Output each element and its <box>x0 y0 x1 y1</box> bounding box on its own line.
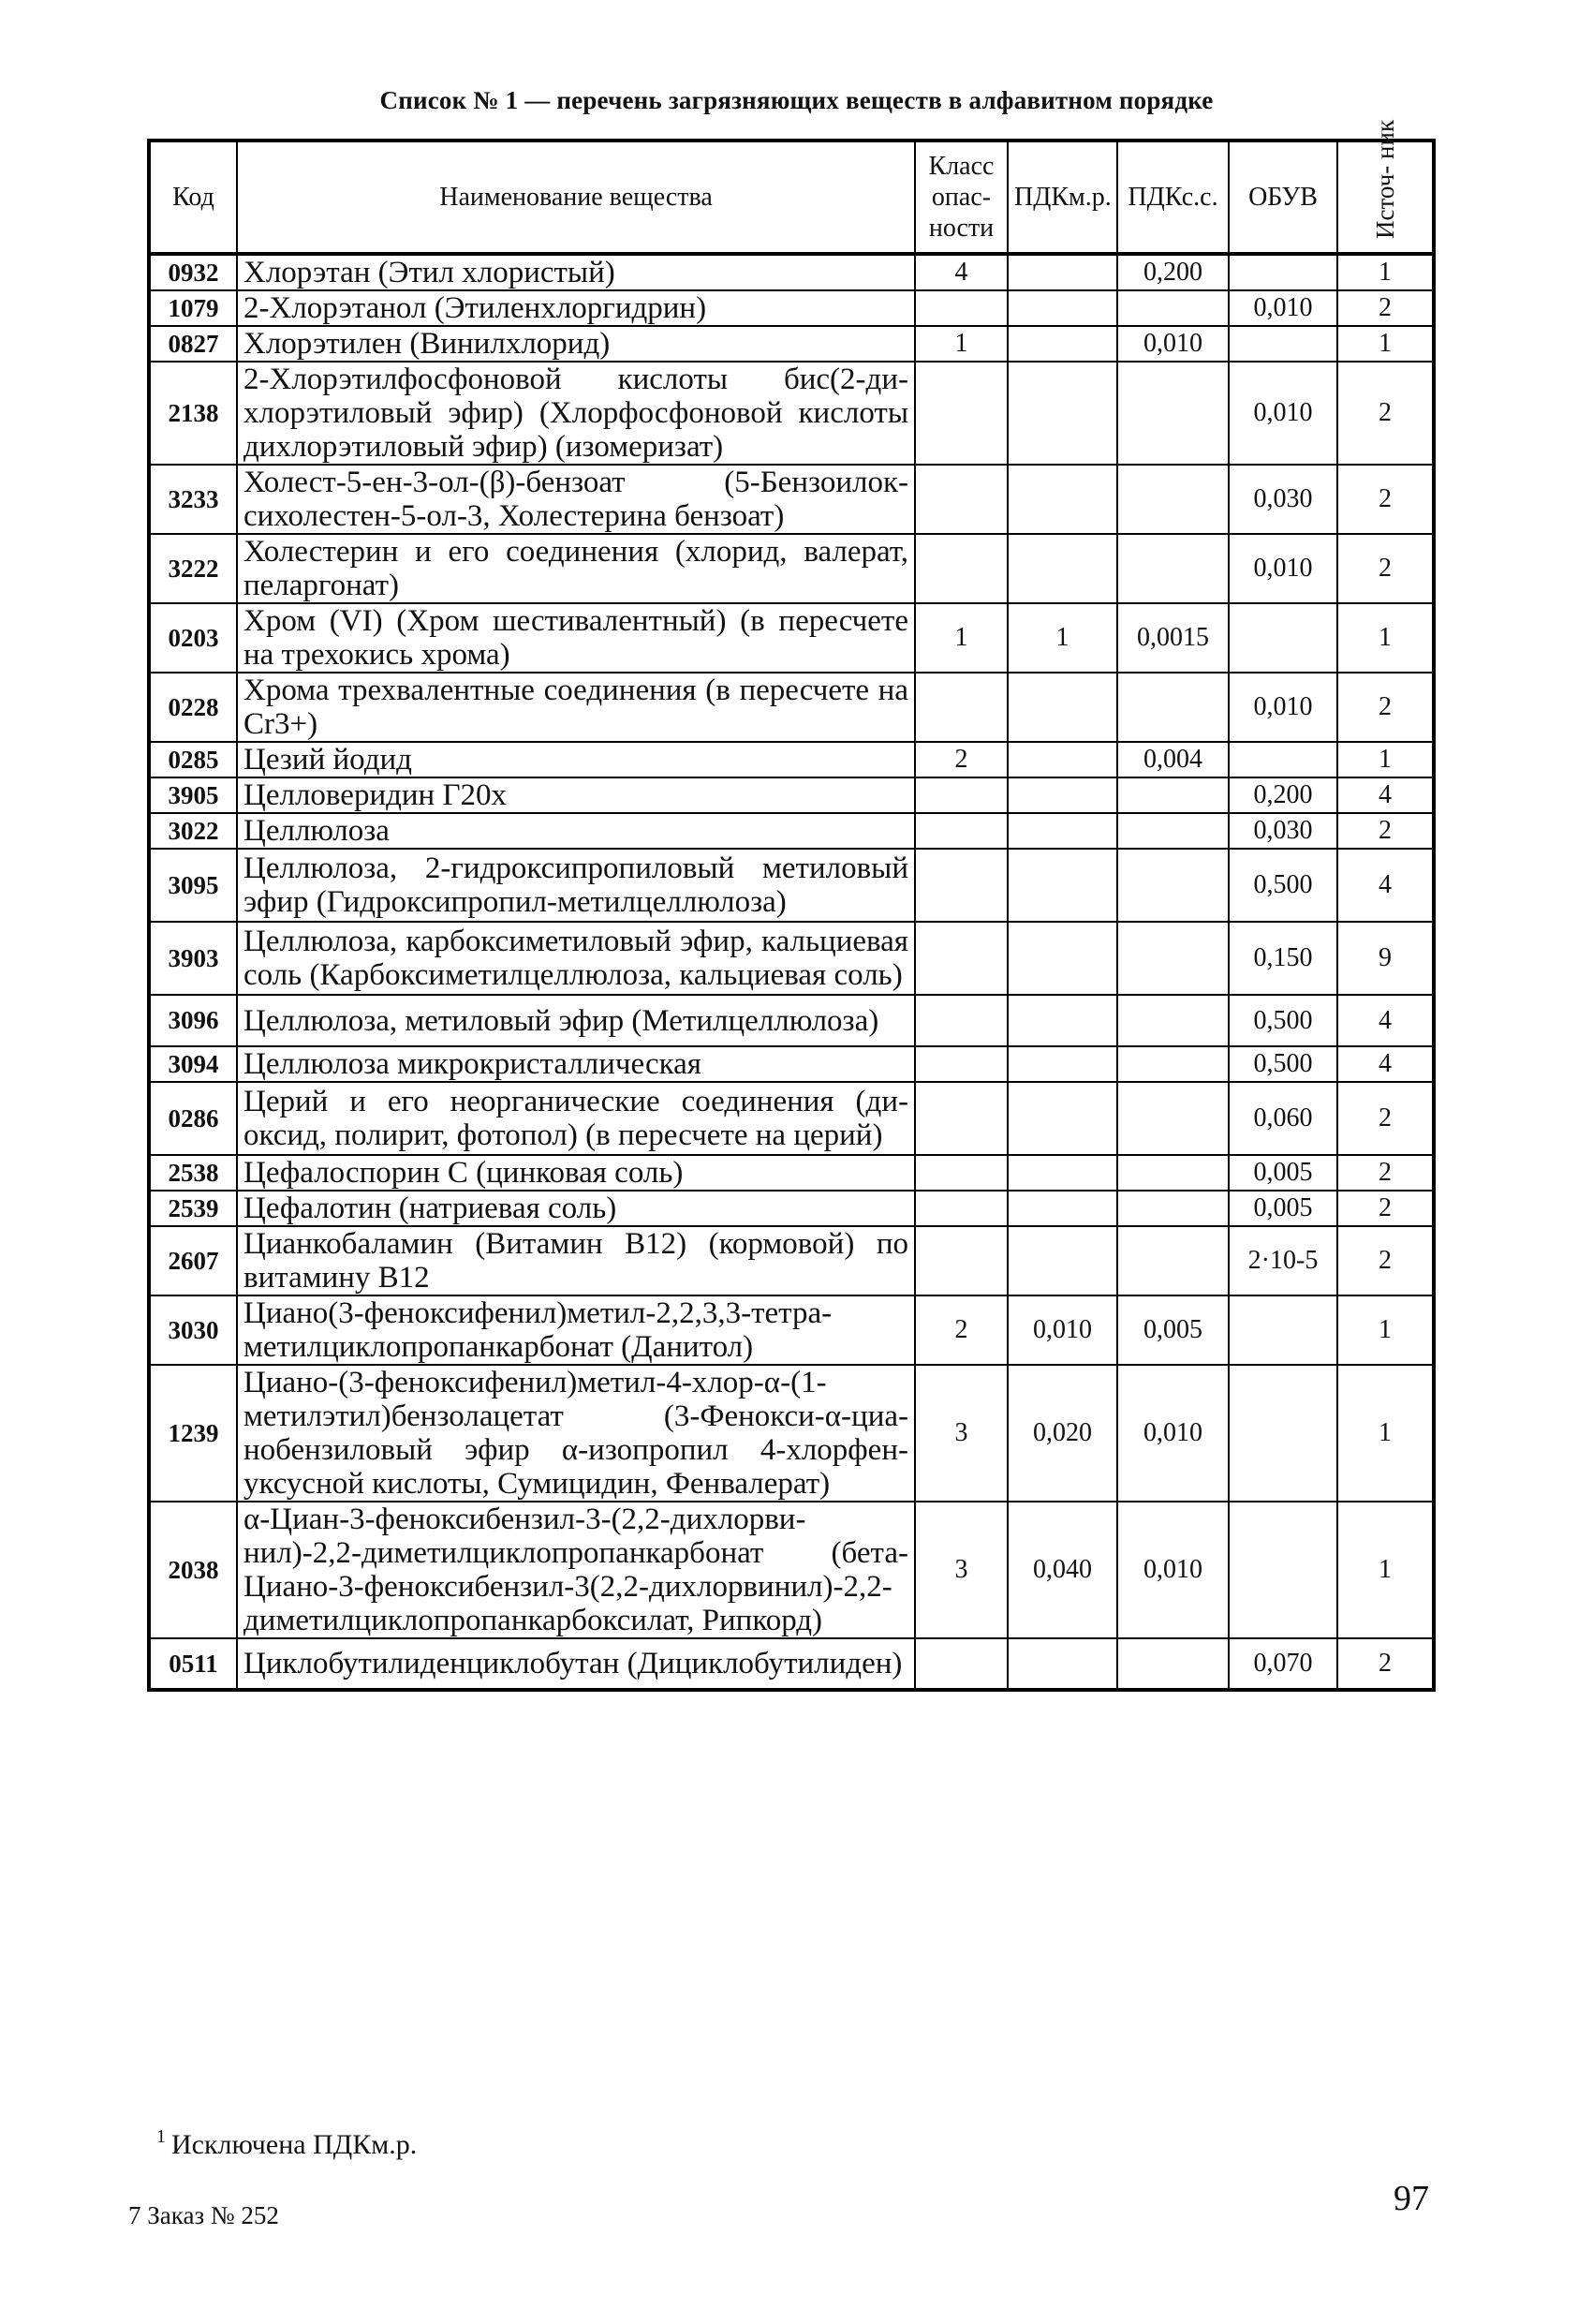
table-row <box>149 362 1434 465</box>
cell-source: 1 <box>1337 1502 1434 1638</box>
cell-source: 1 <box>1337 254 1434 290</box>
cell-pdk-mr <box>1008 534 1117 603</box>
cell-hazard-class <box>915 1226 1008 1295</box>
table-row <box>149 290 1434 326</box>
table-row <box>149 1191 1434 1226</box>
cell-obuv: 2·10-5 <box>1229 1226 1337 1295</box>
cell-obuv: 0,500 <box>1229 1046 1337 1082</box>
cell-pdk-ss <box>1117 673 1229 742</box>
cell-pdk-mr: 0,040 <box>1008 1502 1117 1638</box>
header-pdk-ss: ПДКс.с. <box>1117 141 1229 254</box>
cell-name: Церий и его неорганические соединения (диоксид, полирит, фотопол) (в пересчете на церий) <box>237 1082 915 1155</box>
table-row <box>149 673 1434 742</box>
cell-pdk-mr <box>1008 1638 1117 1690</box>
cell-code: 3222 <box>149 534 237 603</box>
cell-pdk-mr <box>1008 1046 1117 1082</box>
cell-name: Цефалоспорин С (цинковая соль) <box>237 1155 915 1191</box>
header-hazard-class: Класс опас- ности <box>915 141 1008 254</box>
cell-name: Цезий йодид <box>237 742 915 777</box>
cell-pdk-mr <box>1008 1155 1117 1191</box>
footnote-marker: 1 <box>156 2126 166 2147</box>
cell-pdk-ss <box>1117 1191 1229 1226</box>
cell-obuv: 0,005 <box>1229 1191 1337 1226</box>
cell-source: 9 <box>1337 922 1434 995</box>
table-row <box>149 777 1434 813</box>
cell-source: 4 <box>1337 849 1434 922</box>
table-row <box>149 1226 1434 1295</box>
cell-pdk-mr <box>1008 326 1117 362</box>
cell-pdk-ss: 0,0015 <box>1117 603 1229 673</box>
header-code: Код <box>149 141 237 254</box>
cell-pdk-mr: 0,020 <box>1008 1365 1117 1502</box>
cell-obuv <box>1229 254 1337 290</box>
cell-name: Хрома трехвалентные соединения (в пересчете на Cr3+) <box>237 673 915 742</box>
cell-code: 0203 <box>149 603 237 673</box>
cell-obuv: 0,200 <box>1229 777 1337 813</box>
cell-obuv <box>1229 742 1337 777</box>
cell-pdk-mr <box>1008 362 1117 465</box>
cell-name: Хлорэтан (Этил хлористый) <box>237 254 915 290</box>
cell-code: 0932 <box>149 254 237 290</box>
cell-code: 3030 <box>149 1295 237 1365</box>
cell-pdk-mr <box>1008 1191 1117 1226</box>
cell-source: 2 <box>1337 1638 1434 1690</box>
cell-source: 2 <box>1337 1155 1434 1191</box>
cell-obuv <box>1229 603 1337 673</box>
table-row <box>149 1502 1434 1638</box>
cell-name: Целлюлоза, карбоксиметиловый эфир, кальциевая соль (Карбоксиметилцеллюлоза, кальциевая соль) <box>237 922 915 995</box>
cell-source: 1 <box>1337 603 1434 673</box>
cell-obuv: 0,500 <box>1229 995 1337 1046</box>
cell-pdk-ss <box>1117 1226 1229 1295</box>
cell-pdk-ss <box>1117 290 1229 326</box>
cell-pdk-mr <box>1008 1226 1117 1295</box>
cell-hazard-class <box>915 922 1008 995</box>
header-name: Наименование вещества <box>237 141 915 254</box>
cell-source: 2 <box>1337 465 1434 534</box>
cell-name: Цефалотин (натриевая соль) <box>237 1191 915 1226</box>
table-row <box>149 254 1434 290</box>
table-row <box>149 1046 1434 1082</box>
table-body <box>149 254 1434 1690</box>
cell-name: Целлюлоза микрокристаллическая <box>237 1046 915 1082</box>
table-row <box>149 465 1434 534</box>
cell-hazard-class: 3 <box>915 1365 1008 1502</box>
cell-pdk-mr <box>1008 465 1117 534</box>
cell-source: 1 <box>1337 1365 1434 1502</box>
cell-obuv: 0,150 <box>1229 922 1337 995</box>
cell-hazard-class <box>915 1638 1008 1690</box>
cell-pdk-ss <box>1117 813 1229 849</box>
cell-name: Циклобутилиденциклобутан (Дициклобутилиден) <box>237 1638 915 1690</box>
table-row <box>149 742 1434 777</box>
cell-hazard-class <box>915 1046 1008 1082</box>
cell-hazard-class <box>915 813 1008 849</box>
cell-obuv: 0,030 <box>1229 813 1337 849</box>
cell-pdk-mr <box>1008 922 1117 995</box>
cell-name: 2-Хлорэтанол (Этиленхлоргидрин) <box>237 290 915 326</box>
cell-name: Циано(3-феноксифенил)метил-2,2,3,3-тетраметилциклопропанкарбонат (Данитол) <box>237 1295 915 1365</box>
cell-pdk-ss <box>1117 362 1229 465</box>
cell-pdk-mr <box>1008 254 1117 290</box>
cell-pdk-mr <box>1008 813 1117 849</box>
cell-obuv: 0,500 <box>1229 849 1337 922</box>
cell-code: 2138 <box>149 362 237 465</box>
cell-obuv <box>1229 1502 1337 1638</box>
cell-obuv: 0,010 <box>1229 673 1337 742</box>
cell-name: Хром (VI) (Хром шестивалентный) (в пересчете на трехокись хрома) <box>237 603 915 673</box>
table-row <box>149 849 1434 922</box>
cell-code: 3905 <box>149 777 237 813</box>
cell-obuv: 0,060 <box>1229 1082 1337 1155</box>
cell-obuv: 0,070 <box>1229 1638 1337 1690</box>
table-row <box>149 995 1434 1046</box>
cell-hazard-class <box>915 1082 1008 1155</box>
table-row <box>149 1638 1434 1690</box>
cell-obuv <box>1229 1365 1337 1502</box>
cell-pdk-ss: 0,010 <box>1117 1365 1229 1502</box>
cell-pdk-ss <box>1117 1046 1229 1082</box>
table-row <box>149 1295 1434 1365</box>
cell-name: Целлюлоза, метиловый эфир (Метилцеллюлоза) <box>237 995 915 1046</box>
cell-hazard-class <box>915 995 1008 1046</box>
table-row <box>149 603 1434 673</box>
cell-hazard-class <box>915 1191 1008 1226</box>
cell-pdk-ss: 0,005 <box>1117 1295 1229 1365</box>
cell-pdk-ss <box>1117 922 1229 995</box>
table-row <box>149 922 1434 995</box>
cell-hazard-class <box>915 534 1008 603</box>
cell-obuv: 0,010 <box>1229 290 1337 326</box>
cell-hazard-class <box>915 290 1008 326</box>
cell-pdk-mr <box>1008 673 1117 742</box>
cell-hazard-class: 3 <box>915 1502 1008 1638</box>
cell-pdk-ss <box>1117 1638 1229 1690</box>
table-row <box>149 534 1434 603</box>
page-number: 97 <box>1394 2179 1429 2218</box>
cell-code: 2607 <box>149 1226 237 1295</box>
cell-pdk-ss <box>1117 1155 1229 1191</box>
header-pdk-mr: ПДКм.р. <box>1008 141 1117 254</box>
cell-obuv: 0,030 <box>1229 465 1337 534</box>
page-title: Список № 1 — перечень загрязняющих веществ в алфавитном порядке <box>379 86 1214 114</box>
cell-name: Целлюлоза <box>237 813 915 849</box>
cell-code: 0511 <box>149 1638 237 1690</box>
cell-name: Цианкобаламин (Витамин B12) (кормовой) по витамину B12 <box>237 1226 915 1295</box>
cell-code: 3094 <box>149 1046 237 1082</box>
cell-source: 4 <box>1337 1046 1434 1082</box>
cell-obuv: 0,010 <box>1229 534 1337 603</box>
cell-source: 2 <box>1337 290 1434 326</box>
cell-obuv <box>1229 326 1337 362</box>
footnote <box>156 2126 417 2161</box>
cell-source: 2 <box>1337 673 1434 742</box>
cell-hazard-class: 2 <box>915 742 1008 777</box>
cell-code: 2539 <box>149 1191 237 1226</box>
cell-source: 1 <box>1337 1295 1434 1365</box>
cell-source: 2 <box>1337 534 1434 603</box>
cell-hazard-class <box>915 849 1008 922</box>
cell-pdk-mr <box>1008 290 1117 326</box>
cell-hazard-class <box>915 673 1008 742</box>
cell-pdk-ss <box>1117 995 1229 1046</box>
cell-obuv: 0,010 <box>1229 362 1337 465</box>
cell-obuv <box>1229 1295 1337 1365</box>
cell-source: 1 <box>1337 742 1434 777</box>
cell-code: 0228 <box>149 673 237 742</box>
cell-code: 3095 <box>149 849 237 922</box>
cell-pdk-ss: 0,010 <box>1117 326 1229 362</box>
cell-name: Хлорэтилен (Винилхлорид) <box>237 326 915 362</box>
table-header-row <box>149 141 1434 254</box>
cell-pdk-mr: 1 <box>1008 603 1117 673</box>
cell-hazard-class: 1 <box>915 326 1008 362</box>
cell-pdk-ss <box>1117 465 1229 534</box>
cell-code: 0286 <box>149 1082 237 1155</box>
cell-code: 3022 <box>149 813 237 849</box>
cell-name: Целловеридин Г20х <box>237 777 915 813</box>
cell-code: 3096 <box>149 995 237 1046</box>
cell-source: 2 <box>1337 362 1434 465</box>
cell-pdk-mr <box>1008 849 1117 922</box>
order-line: 7 Заказ № 252 <box>128 2201 279 2229</box>
cell-code: 3233 <box>149 465 237 534</box>
cell-pdk-mr <box>1008 995 1117 1046</box>
cell-pdk-ss: 0,200 <box>1117 254 1229 290</box>
cell-hazard-class: 2 <box>915 1295 1008 1365</box>
cell-source: 2 <box>1337 813 1434 849</box>
table-row <box>149 326 1434 362</box>
cell-pdk-ss: 0,004 <box>1117 742 1229 777</box>
cell-source: 4 <box>1337 995 1434 1046</box>
cell-hazard-class <box>915 465 1008 534</box>
cell-pdk-ss <box>1117 849 1229 922</box>
cell-hazard-class <box>915 362 1008 465</box>
cell-pdk-ss <box>1117 777 1229 813</box>
cell-name: Целлюлоза, 2-гидроксипропиловый метиловый эфир (Гидроксипропил-метилцеллюлоза) <box>237 849 915 922</box>
cell-pdk-mr: 0,010 <box>1008 1295 1117 1365</box>
table-row <box>149 813 1434 849</box>
cell-hazard-class <box>915 777 1008 813</box>
cell-hazard-class <box>915 1155 1008 1191</box>
cell-name: 2-Хлорэтилфосфоновой кислоты бис(2-дихлорэтиловый эфир) (Хлорфосфоновой кислоты дихлорэтиловый эфир) (изомеризат) <box>237 362 915 465</box>
cell-name: α-Циан-3-феноксибензил-3-(2,2-дихлорвинил)-2,2-диметилциклопропанкарбонат (бета-Циано-3-феноксибензил-3(2,2-дихлорвинил)-2,2-диметилциклопропанкарбоксилат, Рипкорд) <box>237 1502 915 1638</box>
cell-source: 2 <box>1337 1191 1434 1226</box>
cell-code: 0285 <box>149 742 237 777</box>
cell-hazard-class: 4 <box>915 254 1008 290</box>
table-row <box>149 1155 1434 1191</box>
cell-pdk-ss: 0,010 <box>1117 1502 1229 1638</box>
cell-pdk-mr <box>1008 742 1117 777</box>
table-row <box>149 1082 1434 1155</box>
footnote-text: Исключена ПДКм.р. <box>171 2129 418 2160</box>
cell-source: 4 <box>1337 777 1434 813</box>
header-source-label: Источ- ник <box>1371 119 1399 239</box>
cell-hazard-class: 1 <box>915 603 1008 673</box>
cell-pdk-ss <box>1117 534 1229 603</box>
cell-source: 1 <box>1337 326 1434 362</box>
cell-code: 1239 <box>149 1365 237 1502</box>
cell-name: Циано-(3-феноксифенил)метил-4-хлор-α-(1-метилэтил)бензолацетат (3-Фенокси-α-цианобензиловый эфир α-изопропил 4-хлорфенуксусной кислоты, Сумицидин, Фенвалерат) <box>237 1365 915 1502</box>
cell-code: 1079 <box>149 290 237 326</box>
header-obuv: ОБУВ <box>1229 141 1337 254</box>
cell-obuv: 0,005 <box>1229 1155 1337 1191</box>
substances-table <box>147 119 1436 1692</box>
cell-code: 3903 <box>149 922 237 995</box>
cell-pdk-mr <box>1008 777 1117 813</box>
cell-pdk-mr <box>1008 1082 1117 1155</box>
table-row <box>149 1365 1434 1502</box>
cell-code: 0827 <box>149 326 237 362</box>
cell-code: 2538 <box>149 1155 237 1191</box>
header-source <box>1337 119 1434 254</box>
cell-source: 2 <box>1337 1226 1434 1295</box>
cell-source: 2 <box>1337 1082 1434 1155</box>
cell-code: 2038 <box>149 1502 237 1638</box>
cell-name: Холестерин и его соединения (хлорид, валерат, пеларгонат) <box>237 534 915 603</box>
cell-pdk-ss <box>1117 1082 1229 1155</box>
cell-name: Холест-5-ен-3-ол-(β)-бензоат (5-Бензоилоксихолестен-5-ол-3, Холестерина бензоат) <box>237 465 915 534</box>
